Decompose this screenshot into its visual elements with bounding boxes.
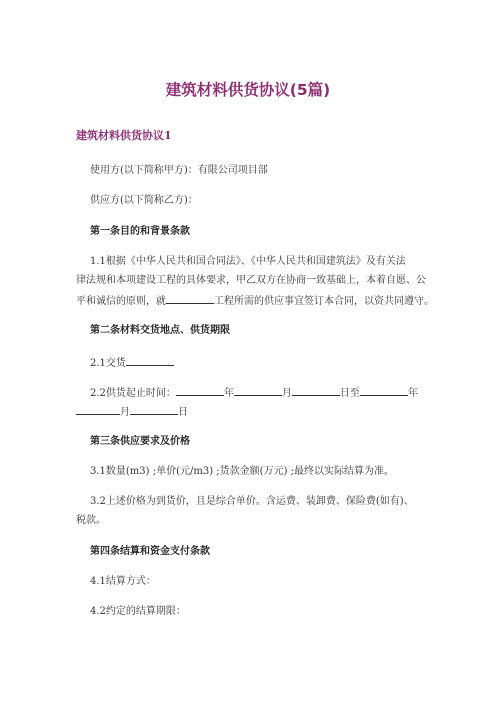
blank-line bbox=[292, 384, 340, 396]
month-label: 月 bbox=[281, 388, 292, 399]
section-2-heading: 第二条材料交货地点、供货期限 bbox=[90, 325, 230, 336]
month-label-2: 月 bbox=[120, 407, 130, 418]
s2-p2-line1 bbox=[90, 384, 418, 401]
blank-line bbox=[76, 403, 120, 415]
s2-p1 bbox=[90, 354, 174, 371]
s1-p1-line3 bbox=[76, 292, 434, 309]
section-subtitle: 建筑材料供货协议1 bbox=[76, 129, 172, 142]
party-b-line: 供应方(以下简称乙方)： bbox=[90, 195, 198, 206]
blank-line bbox=[360, 384, 408, 396]
year-label: 年 bbox=[223, 388, 234, 399]
s4-p1: 4.1结算方式： bbox=[90, 576, 156, 587]
s1-p1-line2: 律法规和本项建设工程的具体要求，甲乙双方在协商一致基础上，本着自愿、公 bbox=[76, 275, 426, 286]
s3-p2-line1: 3.2上述价格为到货价，且是综合单价。含运费、装卸费、保险费(如有)、 bbox=[90, 496, 414, 507]
s2-p2-label: 2.2供货起止时间： bbox=[90, 388, 176, 399]
blank-line bbox=[166, 292, 214, 304]
blank-line bbox=[130, 403, 178, 415]
s1-p1-line3-start: 平和诚信的原则，就 bbox=[76, 296, 166, 307]
section-3-heading: 第三条供应要求及价格 bbox=[90, 436, 190, 447]
s1-p1-line1: 1.1根据《中华人民共和国合同法》、《中华人民共和国建筑法》及有关法 bbox=[90, 256, 406, 267]
blank-line bbox=[126, 354, 174, 366]
s3-p1: 3.1数量(m3) ;单价(元/m3) ;货款金额(万元) ;最终以实际结算为准。 bbox=[90, 466, 395, 477]
day-label: 日 bbox=[178, 407, 188, 418]
day-to-label: 日至 bbox=[339, 388, 360, 399]
blank-line bbox=[234, 384, 282, 396]
s3-p2-line2: 税款。 bbox=[76, 515, 106, 526]
section-4-heading: 第四条结算和资金支付条款 bbox=[90, 546, 210, 557]
s1-p1-line3-end: 工程所需的供应事宜签订本合同，以资共同遵守。 bbox=[214, 296, 434, 307]
s2-p1-text: 2.1交货 bbox=[90, 358, 126, 369]
year-label-2: 年 bbox=[407, 388, 418, 399]
party-a-line: 使用方(以下简称甲方)：有限公司项目部 bbox=[90, 165, 268, 176]
s2-p2-line2 bbox=[76, 403, 188, 420]
blank-line bbox=[176, 384, 224, 396]
document-title: 建筑材料供货协议(5篇) bbox=[165, 81, 331, 99]
section-1-heading: 第一条目的和背景条款 bbox=[90, 226, 190, 237]
s4-p2: 4.2约定的结算期限： bbox=[90, 606, 186, 617]
